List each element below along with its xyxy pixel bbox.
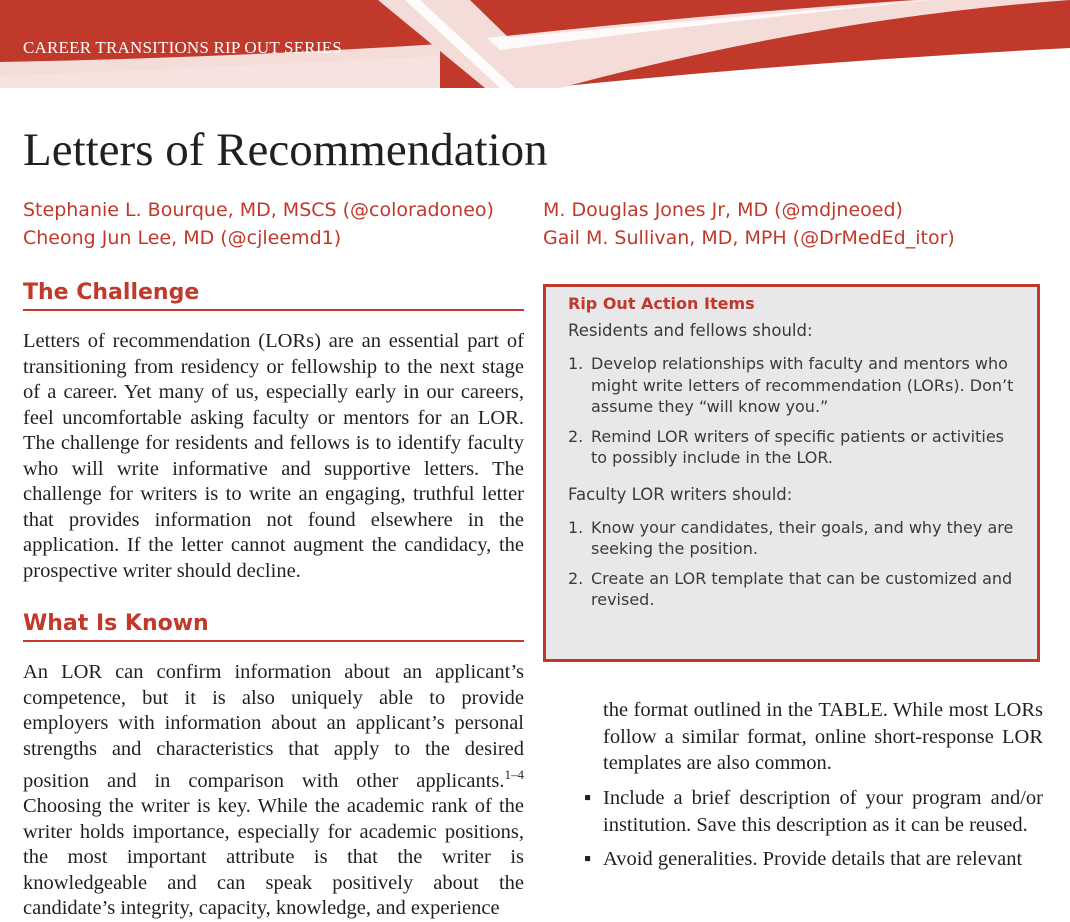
authors-left: [23, 196, 494, 252]
list-item: 2. Create an LOR template that can be customized and revised.: [568, 568, 1013, 609]
challenge-paragraph: Letters of recommendation (LORs) are an essential part of transitioning from residency or fellowship to the next stage of a career. Yet many of us, especially early in our careers, feel uncomfortable asking faculty or mentors for an LOR. The challenge for residents and fellows is to identify faculty who will write informative and supportive letters. The challenge for writers is to write an engaging, truthful letter that provides information not found elsewhere in the application. If the letter cannot augment the candidacy, the prospective writer should decline.: [23, 330, 524, 582]
list-item: ▪ Include a brief description of your program and/or institution. Save this description as it can be reused.: [584, 787, 1043, 836]
author: Gail M. Sullivan, MD, MPH (@DrMedEd_itor): [543, 227, 955, 249]
faculty-list: [568, 517, 1015, 611]
citation: 1–4: [504, 767, 524, 782]
known-text-1: An LOR can confirm information about an applicant’s competence, but it is also uniquely able to provide employers with information about an applicant’s personal strengths and characteristics that apply to the desired position and in comparison with other applicants.: [23, 661, 524, 792]
authors-right: [543, 196, 955, 252]
residents-list: [568, 353, 1015, 469]
section-heading-challenge: The Challenge: [23, 280, 524, 311]
table-reference: TABLE: [818, 699, 883, 721]
author: M. Douglas Jones Jr, MD (@mdjneoed): [543, 199, 903, 221]
bullet-icon: ▪: [584, 787, 592, 809]
rip-out-action-box: [543, 284, 1040, 662]
section-heading-known: What Is Known: [23, 611, 524, 642]
known-paragraph: [23, 660, 524, 922]
author: Cheong Jun Lee, MD (@cjleemd1): [23, 227, 342, 249]
list-item: 2. Remind LOR writers of specific patients or activities to possibly include in the LOR.: [568, 426, 1005, 467]
faculty-intro: Faculty LOR writers should:: [568, 484, 793, 504]
action-box-title: Rip Out Action Items: [568, 294, 755, 313]
known-text-2: Choosing the writer is key. While the academic rank of the writer holds importance, especially for academic positions, the most important attribute is that the writer is knowledgeable and can speak positively about the candidate’s integrity, capacity, knowledge, and experience: [23, 795, 524, 920]
bullet-icon: ▪: [584, 848, 592, 870]
series-label: CAREER TRANSITIONS RIP OUT SERIES: [23, 38, 342, 57]
residents-intro: Residents and fellows should:: [568, 321, 813, 340]
author: Stephanie L. Bourque, MD, MSCS (@coloradoneo): [23, 199, 494, 221]
list-item: ▪ Avoid generalities. Provide details that are relevant: [582, 846, 1043, 873]
tips-list: [582, 785, 1043, 881]
list-item: 1. Know your candidates, their goals, and why they are seeking the position.: [568, 517, 1014, 558]
list-item: 1. Develop relationships with faculty and mentors who might write letters of recommendation (LORs). Don’t assume they “will know you.”: [568, 354, 1014, 416]
article-title: Letters of Recommendation: [23, 124, 548, 176]
right-column-paragraph: the format outlined in the TABLE. While most LORs follow a similar format, online short-response LOR templates are also common.: [603, 699, 1043, 774]
